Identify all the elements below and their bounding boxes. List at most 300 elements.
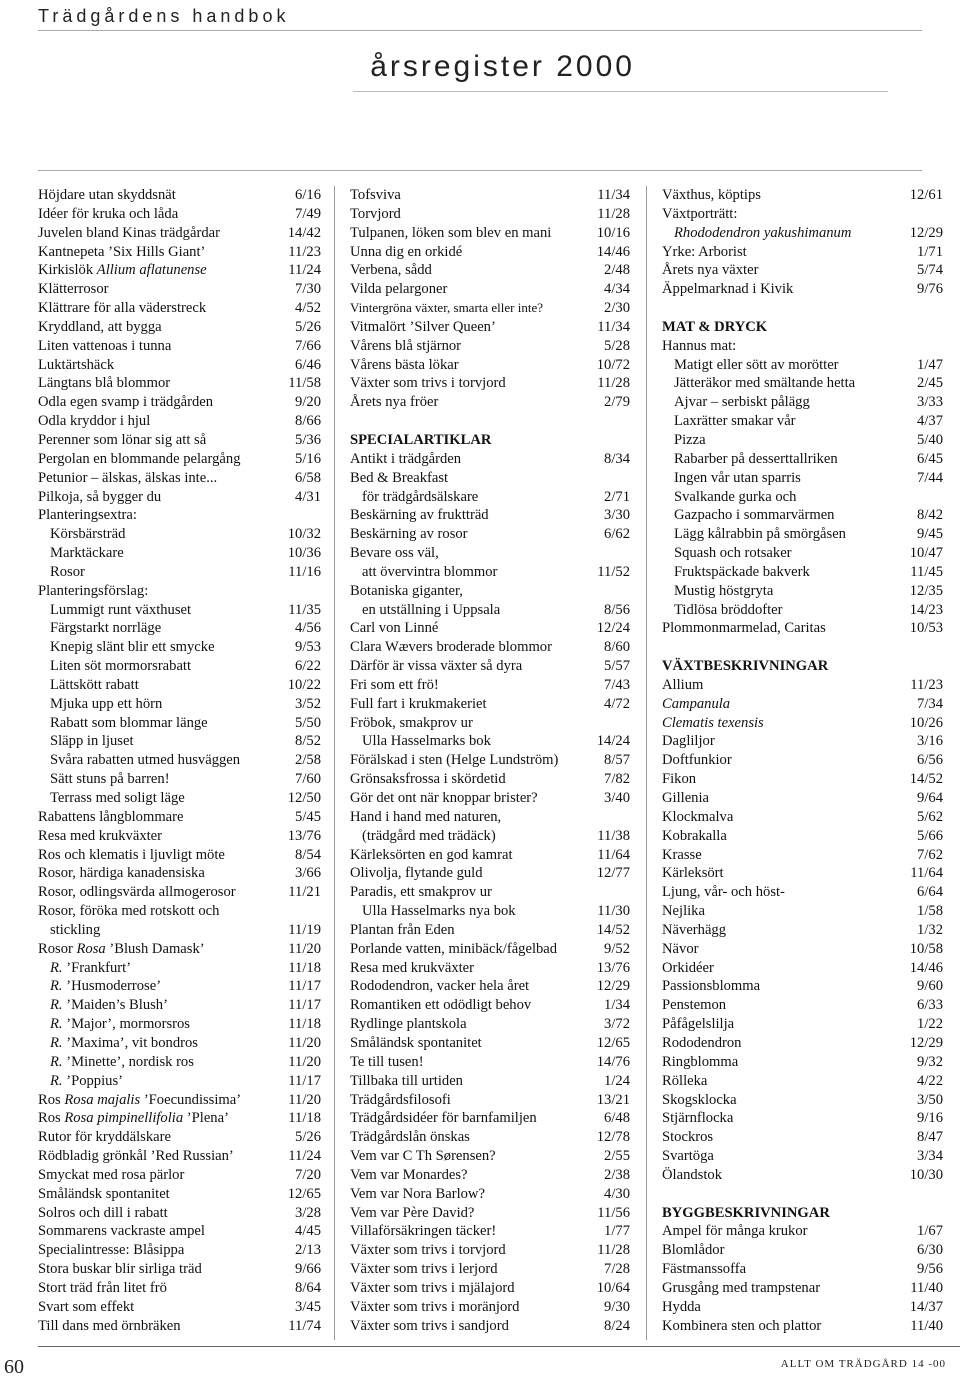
entry-page-ref: 1/32 [917, 921, 943, 938]
entry-page-ref: 11/19 [288, 921, 321, 938]
index-entry [350, 846, 630, 865]
entry-title: Rosor, föröka med rotskott och [38, 903, 220, 920]
entry-title: Hannus mat: [662, 337, 737, 354]
entry-title: Plommonmarmelad, Caritas [662, 620, 826, 637]
entry-title: Svalkande gurka och [674, 488, 797, 505]
entry-title: Fruktspäckade bakverk [674, 563, 810, 580]
entry-page-ref: 8/60 [604, 639, 630, 656]
index-entry [38, 356, 321, 375]
index-entry [350, 488, 630, 507]
entry-title: Kryddland, att bygga [38, 318, 162, 335]
index-entry [662, 977, 943, 996]
entry-page-ref: 3/72 [604, 1016, 630, 1033]
entry-page-ref: 9/16 [917, 1110, 943, 1127]
index-entry [350, 732, 630, 751]
entry-page-ref: 2/58 [295, 752, 321, 769]
entry-page-ref: 11/56 [597, 1204, 630, 1221]
entry-title: Vem var Père David? [350, 1204, 475, 1221]
entry-page-ref: 6/30 [917, 1242, 943, 1259]
entry-page-ref: 12/29 [909, 224, 943, 241]
entry-page-ref: 7/28 [604, 1261, 630, 1278]
entry-title: Vem var C Th Sørensen? [350, 1148, 496, 1165]
entry-page-ref: 7/34 [917, 695, 943, 712]
entry-title: Klättrare för alla väderstreck [38, 300, 207, 317]
entry-title: Mustig höstgryta [674, 582, 774, 599]
index-entry [350, 921, 630, 940]
entry-title: Vårens bästa lökar [350, 356, 459, 373]
entry-title: Luktärtshäck [38, 356, 115, 373]
index-entry [662, 469, 943, 488]
entry-title: Planteringsförslag: [38, 582, 149, 599]
index-entry [38, 996, 321, 1015]
entry-title: Te till tusen! [350, 1053, 424, 1070]
index-entry [38, 921, 321, 940]
entry-page-ref: 2/13 [295, 1242, 321, 1259]
entry-title: Ringblomma [662, 1053, 739, 1070]
entry-title: Clara Wævers broderade blommor [350, 639, 552, 656]
entry-page-ref: 5/26 [295, 1129, 321, 1146]
index-entry [350, 789, 630, 808]
entry-page-ref: 4/34 [604, 281, 630, 298]
entry-title: Rydlinge plantskola [350, 1016, 467, 1033]
index-entry [38, 1015, 321, 1034]
entry-page-ref: 11/20 [288, 1053, 321, 1070]
entry-page-ref: 6/33 [917, 997, 943, 1014]
entry-page-ref: 5/40 [917, 431, 943, 448]
entry-title: Rabatt som blommar länge [50, 714, 208, 731]
entry-title: Svartöga [662, 1148, 714, 1165]
index-entry [38, 1317, 321, 1336]
entry-page-ref: 10/32 [287, 526, 321, 543]
entry-page-ref: 11/28 [597, 1242, 630, 1259]
index-entry [350, 1204, 630, 1223]
index-entry [38, 827, 321, 846]
entry-title: Juvelen bland Kinas trädgårdar [38, 224, 220, 241]
entry-page-ref: 14/24 [596, 733, 630, 750]
entry-title: Dagliljor [662, 733, 715, 750]
entry-title: Idéer för kruka och låda [38, 205, 179, 222]
entry-page-ref: 3/52 [295, 695, 321, 712]
index-entry [38, 1298, 321, 1317]
index-entry [350, 1128, 630, 1147]
entry-page-ref: 11/18 [288, 959, 321, 976]
entry-title: Bevare oss väl, [350, 545, 439, 562]
index-entry [350, 1279, 630, 1298]
index-entry [350, 1260, 630, 1279]
entry-title: Paradis, ett smakprov ur [350, 884, 492, 901]
entry-page-ref: 4/37 [917, 413, 943, 430]
entry-title: Resa med krukväxter [38, 827, 163, 844]
index-entry [350, 1072, 630, 1091]
index-entry [350, 337, 630, 356]
entry-title: Porlande vatten, minibäck/fågelbad [350, 940, 558, 957]
index-entry [350, 619, 630, 638]
entry-title: Vårens blå stjärnor [350, 337, 462, 354]
entry-title: (trädgård med trädäck) [362, 827, 496, 844]
index-entry [662, 544, 943, 563]
entry-page-ref: 8/34 [604, 450, 630, 467]
entry-page-ref: 11/64 [910, 865, 943, 882]
index-entry [662, 1260, 943, 1279]
index-entry [350, 657, 630, 676]
entry-page-ref: 5/45 [295, 808, 321, 825]
index-entry [350, 205, 630, 224]
index-entry [350, 883, 630, 902]
entry-title: Antikt i trädgården [350, 450, 462, 467]
index-entry [38, 318, 321, 337]
entry-page-ref: 2/38 [604, 1166, 630, 1183]
entry-page-ref: 14/76 [596, 1053, 630, 1070]
index-entry [350, 450, 630, 469]
entry-title: Rosor [50, 563, 85, 580]
index-entry [662, 1166, 943, 1185]
entry-page-ref: 2/79 [604, 394, 630, 411]
entry-title: Tidlösa bröddofter [674, 601, 783, 618]
entry-page-ref: 5/26 [295, 318, 321, 335]
entry-page-ref: 5/74 [917, 262, 943, 279]
entry-page-ref: 9/30 [604, 1298, 630, 1315]
entry-title: Ulla Hasselmarks bok [362, 733, 491, 750]
entry-title: Växtporträtt: [662, 205, 738, 222]
entry-title: Ros Rosa pimpinellifolia ’Plena’ [38, 1110, 229, 1127]
entry-title: Släpp in ljuset [50, 733, 134, 750]
index-entry [662, 431, 943, 450]
index-entry [662, 224, 943, 243]
entry-title: Passionsblomma [662, 978, 761, 995]
entry-title: Växter som trivs i lerjord [350, 1261, 498, 1278]
entry-title: Rosor, odlingsvärda allmogerosor [38, 884, 236, 901]
index-entry [38, 299, 321, 318]
entry-title: Näverhägg [662, 921, 727, 938]
index-entry [350, 1166, 630, 1185]
entry-title: Vem var Monardes? [350, 1166, 468, 1183]
index-column-3 [662, 186, 943, 1335]
entry-title: Växter som trivs i torvjord [350, 375, 506, 392]
entry-title: Kirkislök Allium aflatunense [38, 262, 207, 279]
entry-title: Smyckat med rosa pärlor [38, 1166, 185, 1183]
index-entry [350, 864, 630, 883]
entry-title: Liten söt mormorsrabatt [50, 658, 192, 675]
index-entry [350, 996, 630, 1015]
entry-page-ref: 11/28 [597, 375, 630, 392]
entry-title: Tillbaka till urtiden [350, 1072, 463, 1089]
entry-page-ref: 8/64 [295, 1279, 321, 1296]
index-entry [350, 940, 630, 959]
entry-page-ref: 12/77 [596, 865, 630, 882]
entry-page-ref: 5/36 [295, 431, 321, 448]
entry-title: Vitmalört ’Silver Queen’ [350, 318, 496, 335]
entry-page-ref: 11/30 [597, 903, 630, 920]
entry-page-ref: 5/16 [295, 450, 321, 467]
entry-page-ref: 4/72 [604, 695, 630, 712]
entry-title: Tulpanen, löken som blev en mani [350, 224, 552, 241]
section-heading [662, 1204, 943, 1223]
entry-title: Stockros [662, 1129, 714, 1146]
entry-title: Till dans med örnbräken [38, 1317, 181, 1334]
entry-page-ref: 8/24 [604, 1317, 630, 1334]
entry-page-ref: 1/34 [604, 997, 630, 1014]
entry-page-ref: 2/48 [604, 262, 630, 279]
entry-page-ref: 1/24 [604, 1072, 630, 1089]
index-entry [38, 1222, 321, 1241]
entry-page-ref: 8/56 [604, 601, 630, 618]
entry-title: Rosor Rosa ’Blush Damask’ [38, 940, 205, 957]
index-entry [38, 846, 321, 865]
entry-page-ref: 7/44 [917, 469, 943, 486]
index-entry [38, 1091, 321, 1110]
index-entry [38, 1128, 321, 1147]
section-heading-text: BYGGBESKRIVNINGAR [662, 1204, 830, 1221]
index-entry [350, 1298, 630, 1317]
entry-page-ref: 12/29 [596, 978, 630, 995]
index-entry [38, 789, 321, 808]
index-entry [662, 1317, 943, 1336]
entry-page-ref: 2/45 [917, 375, 943, 392]
entry-title: R. ’Major’, mormorsros [50, 1016, 190, 1033]
entry-title: Skogsklocka [662, 1091, 737, 1108]
index-column-2 [350, 186, 630, 1335]
entry-page-ref: 4/31 [295, 488, 321, 505]
entry-title: Clematis texensis [662, 714, 764, 731]
entry-page-ref: 11/16 [288, 563, 321, 580]
entry-title: Rölleka [662, 1072, 708, 1089]
index-entry [662, 299, 943, 318]
index-entry [662, 959, 943, 978]
index-entry [662, 374, 943, 393]
entry-title: Trädgårdslån önskas [350, 1129, 470, 1146]
magazine-name: Trädgårdens handbok [38, 6, 290, 26]
entry-page-ref: 11/23 [288, 243, 321, 260]
entry-page-ref: 12/65 [596, 1034, 630, 1051]
entry-page-ref: 7/43 [604, 676, 630, 693]
entry-title: Rododendron [662, 1034, 742, 1051]
entry-title: Växter som trivs i sandjord [350, 1317, 509, 1334]
index-entry [350, 751, 630, 770]
entry-title: Vilda pelargoner [350, 281, 448, 298]
column-divider [334, 186, 335, 1340]
entry-page-ref: 9/52 [604, 940, 630, 957]
entry-page-ref: 12/65 [287, 1185, 321, 1202]
entry-title: Gör det ont när knoppar brister? [350, 790, 538, 806]
entry-page-ref: 14/46 [596, 243, 630, 260]
entry-title: Perenner som lönar sig att så [38, 431, 207, 448]
index-entry [38, 1166, 321, 1185]
entry-title: Nejlika [662, 903, 705, 920]
entry-page-ref: 11/64 [597, 846, 630, 863]
entry-title: Nävor [662, 940, 699, 957]
entry-title: R. ’Maiden’s Blush’ [50, 997, 168, 1014]
entry-title: Ölandstok [662, 1166, 722, 1183]
entry-page-ref: 6/64 [917, 884, 943, 901]
entry-title: Vintergröna växter, smarta eller inte? [350, 300, 544, 316]
entry-title: Verbena, sådd [350, 262, 432, 279]
entry-title: Plantan från Eden [350, 921, 455, 938]
index-entry [350, 318, 630, 337]
header-rule [38, 30, 922, 31]
entry-page-ref: 8/57 [604, 752, 630, 769]
entry-page-ref: 6/48 [604, 1110, 630, 1127]
entry-title: Svart som effekt [38, 1298, 135, 1315]
entry-title: Penstemon [662, 997, 727, 1014]
entry-page-ref: 6/22 [295, 658, 321, 675]
entry-page-ref: 8/52 [295, 733, 321, 750]
index-entry [38, 1053, 321, 1072]
entry-title: Lummigt runt växthuset [50, 601, 192, 618]
index-entry [662, 714, 943, 733]
entry-page-ref: 6/16 [295, 187, 321, 203]
index-entry [350, 902, 630, 921]
entry-title: Längtans blå blommor [38, 375, 171, 392]
entry-title: Blomlådor [662, 1242, 725, 1259]
entry-title: Äppelmarknad i Kivik [662, 281, 794, 298]
entry-title: Campanula [662, 695, 731, 712]
entry-page-ref: 7/66 [295, 337, 321, 354]
entry-page-ref: 10/16 [596, 224, 630, 241]
entry-title: Krasse [662, 846, 702, 863]
entry-page-ref: 10/36 [287, 545, 321, 562]
entry-page-ref: 1/67 [917, 1223, 943, 1240]
index-entry [350, 1147, 630, 1166]
index-entry [38, 601, 321, 620]
index-entry [662, 789, 943, 808]
entry-title: Laxrätter smakar vår [674, 413, 796, 430]
entry-page-ref: 4/52 [295, 300, 321, 317]
index-entry [38, 638, 321, 657]
entry-page-ref: 11/24 [288, 262, 321, 279]
index-entry [350, 374, 630, 393]
entry-title: Liten vattenoas i tunna [38, 337, 172, 354]
index-entry [38, 714, 321, 733]
entry-page-ref: 11/45 [910, 563, 943, 580]
entry-page-ref: 3/16 [917, 733, 943, 750]
entry-title: Odla egen svamp i trädgården [38, 394, 214, 411]
entry-page-ref: 14/23 [909, 601, 943, 618]
entry-page-ref: 7/30 [295, 281, 321, 298]
entry-title: Matigt eller sött av morötter [674, 356, 839, 373]
index-entry [38, 1109, 321, 1128]
index-entry [38, 977, 321, 996]
index-entry [350, 412, 630, 431]
index-entry [662, 563, 943, 582]
entry-title: Stort träd från litet frö [38, 1279, 167, 1296]
entry-page-ref: 9/56 [917, 1261, 943, 1278]
entry-page-ref: 11/17 [288, 1072, 321, 1089]
entry-title: Årets nya växter [662, 262, 759, 279]
entry-title: Växter som trivs i torvjord [350, 1242, 506, 1259]
entry-page-ref: 10/72 [596, 356, 630, 373]
entry-page-ref: 1/71 [917, 243, 943, 260]
entry-page-ref: 10/53 [909, 620, 943, 637]
entry-page-ref: 1/58 [917, 903, 943, 920]
index-entry [662, 601, 943, 620]
section-heading [350, 431, 630, 450]
entry-title: Lägg kålrabbin på smörgåsen [674, 526, 846, 543]
index-entry [662, 751, 943, 770]
index-entry [38, 1185, 321, 1204]
entry-title: Romantiken ett odödligt behov [350, 997, 532, 1014]
entry-page-ref: 2/30 [604, 300, 630, 317]
index-entry [38, 243, 321, 262]
entry-page-ref: 11/17 [288, 997, 321, 1014]
entry-page-ref: 8/42 [917, 507, 943, 524]
index-entry [350, 676, 630, 695]
entry-title: Pizza [674, 431, 706, 448]
index-entry [38, 1147, 321, 1166]
entry-title: Klätterrosor [38, 281, 109, 298]
entry-page-ref: 7/60 [295, 771, 321, 788]
index-entry [350, 280, 630, 299]
entry-title: Orkidéer [662, 959, 714, 976]
entry-page-ref: 5/28 [604, 337, 630, 354]
entry-title: Årets nya fröer [350, 394, 439, 411]
index-entry [662, 732, 943, 751]
index-entry [350, 977, 630, 996]
index-entry [662, 450, 943, 469]
index-entry [350, 356, 630, 375]
entry-title: Trädgårdsfilosofi [350, 1091, 451, 1108]
index-entry [350, 1053, 630, 1072]
index-entry [350, 582, 630, 601]
page-title: årsregister 2000 [370, 50, 635, 83]
index-entry [350, 714, 630, 733]
entry-page-ref: 4/30 [604, 1185, 630, 1202]
section-heading [662, 657, 943, 676]
index-entry [662, 337, 943, 356]
entry-title: Rutor för kryddälskare [38, 1129, 171, 1146]
entry-page-ref: 11/20 [288, 1091, 321, 1108]
entry-page-ref: 10/64 [596, 1279, 630, 1296]
index-entry [350, 506, 630, 525]
index-entry [38, 695, 321, 714]
index-entry [38, 261, 321, 280]
index-entry [662, 921, 943, 940]
index-entry [38, 751, 321, 770]
entry-page-ref: 11/38 [597, 827, 630, 844]
entry-title: Pilkoja, så bygger du [38, 488, 162, 505]
entry-title: R. ’Poppius’ [50, 1072, 123, 1089]
entry-title: Ajvar – serbiskt pålägg [674, 394, 810, 411]
index-entry [38, 337, 321, 356]
index-entry [38, 1204, 321, 1223]
entry-title: Ljung, vår- och höst- [662, 884, 785, 901]
entry-page-ref: 9/64 [917, 790, 943, 806]
index-entry [662, 864, 943, 883]
entry-title: Marktäckare [50, 545, 124, 562]
entry-title: Beskärning av fruktträd [350, 507, 489, 524]
entry-title: Förälskad i sten (Helge Lundström) [350, 752, 559, 769]
section-rule [38, 170, 922, 171]
index-entry [662, 808, 943, 827]
entry-title: Påfågelslilja [662, 1016, 735, 1033]
entry-title: Gazpacho i sommarvärmen [674, 507, 835, 524]
index-entry [662, 1147, 943, 1166]
entry-title: Petunior – älskas, älskas inte... [38, 469, 218, 486]
index-entry [350, 469, 630, 488]
index-entry [350, 544, 630, 563]
entry-title: Ampel för många krukor [662, 1223, 808, 1240]
entry-title: Botaniska giganter, [350, 582, 463, 599]
entry-title: Full fart i krukmakeriet [350, 695, 487, 712]
entry-title: Växter som trivs i moränjord [350, 1298, 520, 1315]
entry-page-ref: 12/50 [287, 790, 321, 806]
footer-rule [38, 1346, 960, 1347]
entry-title: R. ’Frankfurt’ [50, 959, 132, 976]
entry-title: Rabattens långblommare [38, 808, 184, 825]
entry-page-ref: 11/34 [597, 318, 630, 335]
entry-page-ref: 11/35 [288, 601, 321, 618]
entry-title: Kobrakalla [662, 827, 727, 844]
index-entry [662, 243, 943, 262]
